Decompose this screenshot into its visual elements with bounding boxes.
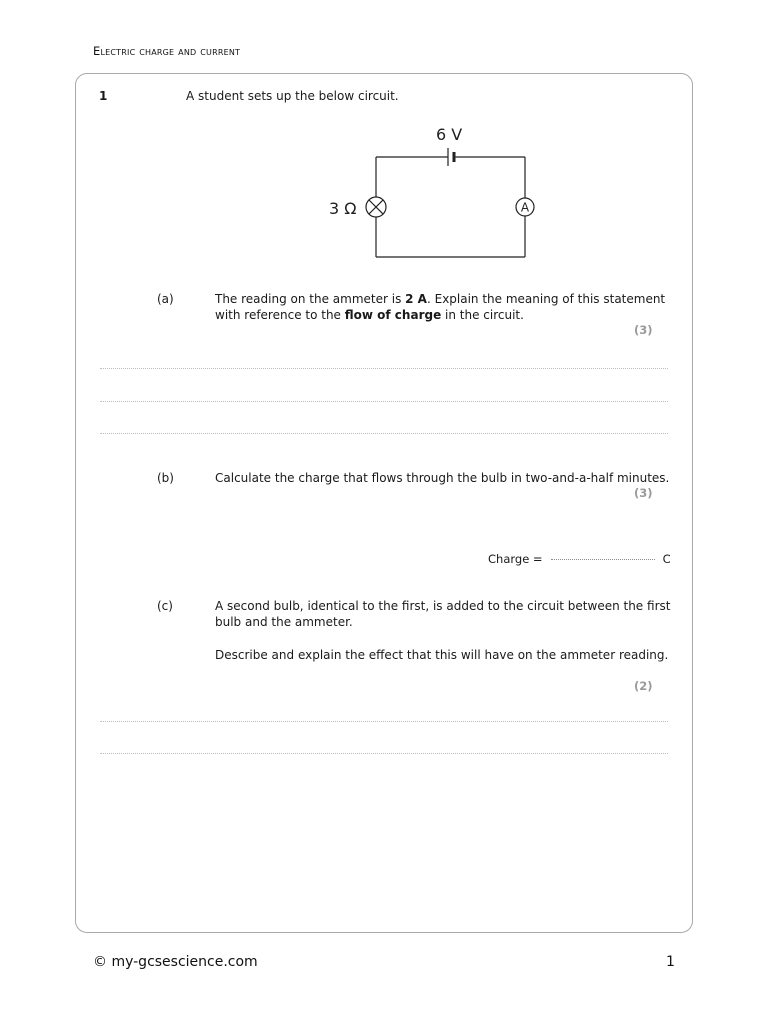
part-b-text: Calculate the charge that flows through the bulb in two-and-a-half minutes. — [215, 471, 670, 485]
charge-label: Charge = — [488, 552, 543, 566]
part-a-line2: with reference to the flow of charge in the circuit. — [215, 308, 524, 322]
resistance-label: 3 Ω — [329, 199, 357, 218]
part-a-line1: The reading on the ammeter is 2 A. Explain the meaning of this statement — [215, 292, 666, 306]
part-c-line3: Describe and explain the effect that this will have on the ammeter reading. — [215, 648, 669, 662]
part-a-label: (a) — [157, 292, 174, 306]
ammeter-letter: A — [520, 200, 530, 215]
charge-answer-row — [488, 551, 671, 567]
voltage-label: 6 V — [436, 125, 463, 144]
circuit-diagram — [350, 140, 550, 265]
question-intro: A student sets up the below circuit. — [186, 89, 399, 103]
page-number: 1 — [666, 954, 675, 970]
part-c-marks: (2) — [634, 679, 653, 693]
question-number: 1 — [99, 89, 108, 103]
answer-line[interactable] — [100, 721, 668, 722]
part-c-label: (c) — [157, 599, 173, 613]
answer-line[interactable] — [100, 401, 668, 402]
answer-line[interactable] — [100, 753, 668, 754]
part-a-marks: (3) — [634, 323, 653, 337]
answer-line[interactable] — [100, 368, 668, 369]
footer-copyright: © my-gcsescience.com — [93, 954, 258, 970]
part-b-marks: (3) — [634, 486, 653, 500]
part-b-label: (b) — [157, 471, 174, 485]
answer-line[interactable] — [100, 433, 668, 434]
charge-answer-field[interactable] — [551, 559, 655, 560]
charge-unit: C — [662, 552, 671, 566]
part-c-line2: bulb and the ammeter. — [215, 615, 353, 629]
page-header: Electric charge and current — [93, 44, 241, 58]
part-c-line1: A second bulb, identical to the first, is added to the circuit between the first — [215, 599, 671, 613]
